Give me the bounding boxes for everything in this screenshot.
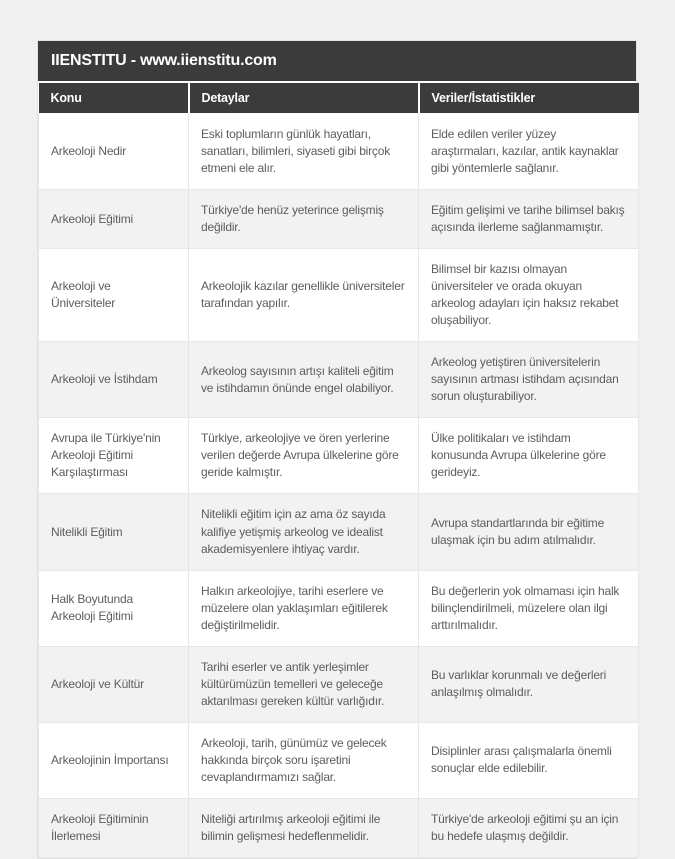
cell-veriler: Elde edilen veriler yüzey araştırmaları, kazılar, antik kaynaklar gibi yöntemlerle sağlanır. bbox=[419, 114, 639, 190]
cell-konu: Halk Boyutunda Arkeoloji Eğitimi bbox=[39, 570, 189, 646]
table-row bbox=[39, 342, 639, 418]
table-row bbox=[39, 418, 639, 494]
table-row bbox=[39, 190, 639, 249]
data-table bbox=[38, 83, 639, 858]
cell-detaylar: Arkeolog sayısının artışı kaliteli eğitim ve istihdamın önünde engel olabiliyor. bbox=[189, 342, 419, 418]
cell-detaylar: Arkeoloji, tarih, günümüz ve gelecek hakkında birçok soru işaretini cevaplandırmamızı sağlar. bbox=[189, 722, 419, 798]
cell-detaylar: Nitelikli eğitim için az ama öz sayıda kalifiye yetişmiş arkeolog ve idealist akademisyenlere ihtiyaç vardır. bbox=[189, 494, 419, 570]
cell-konu: Arkeoloji Nedir bbox=[39, 114, 189, 190]
cell-veriler: Türkiye'de arkeoloji eğitimi şu an için bu hedefe ulaşmış değildir. bbox=[419, 798, 639, 857]
cell-veriler: Arkeolog yetiştiren üniversitelerin sayısının artması istihdam açısından sorun oluşturabiliyor. bbox=[419, 342, 639, 418]
cell-detaylar: Türkiye, arkeolojiye ve ören yerlerine verilen değerde Avrupa ülkelerine göre geride kalmıştır. bbox=[189, 418, 419, 494]
cell-konu: Arkeoloji Eğitiminin İlerlemesi bbox=[39, 798, 189, 857]
cell-detaylar: Halkın arkeolojiye, tarihi eserlere ve müzelere olan yaklaşımları eğitilerek değiştirilmelidir. bbox=[189, 570, 419, 646]
table-row bbox=[39, 798, 639, 857]
column-header-detaylar: Detaylar bbox=[189, 83, 419, 114]
cell-konu: Arkeoloji ve İstihdam bbox=[39, 342, 189, 418]
cell-detaylar: Arkeolojik kazılar genellikle üniversiteler tarafından yapılır. bbox=[189, 249, 419, 342]
cell-detaylar: Eski toplumların günlük hayatları, sanatları, bilimleri, siyaseti gibi birçok etmeni ele alır. bbox=[189, 114, 419, 190]
page bbox=[0, 40, 675, 843]
cell-konu: Nitelikli Eğitim bbox=[39, 494, 189, 570]
cell-veriler: Ülke politikaları ve istihdam konusunda Avrupa ülkelerine göre gerideyiz. bbox=[419, 418, 639, 494]
table-header-row bbox=[39, 83, 639, 114]
column-header-konu: Konu bbox=[39, 83, 189, 114]
table-row bbox=[39, 646, 639, 722]
cell-veriler: Avrupa standartlarında bir eğitime ulaşmak için bu adım atılmalıdır. bbox=[419, 494, 639, 570]
table-row bbox=[39, 249, 639, 342]
cell-veriler: Bu varlıklar korunmalı ve değerleri anlaşılmış olmalıdır. bbox=[419, 646, 639, 722]
cell-konu: Arkeoloji Eğitimi bbox=[39, 190, 189, 249]
cell-veriler: Eğitim gelişimi ve tarihe bilimsel bakış açısında ilerleme sağlanmamıştır. bbox=[419, 190, 639, 249]
cell-detaylar: Tarihi eserler ve antik yerleşimler kültürümüzün temelleri ve geleceğe aktarılması gereken kültür varlığıdır. bbox=[189, 646, 419, 722]
cell-konu: Arkeoloji ve Üniversiteler bbox=[39, 249, 189, 342]
table-body bbox=[39, 114, 639, 858]
data-table-container bbox=[37, 40, 637, 859]
cell-detaylar: Niteliği artırılmış arkeoloji eğitimi ile bilimin gelişmesi hedeflenmelidir. bbox=[189, 798, 419, 857]
table-row bbox=[39, 570, 639, 646]
table-row bbox=[39, 494, 639, 570]
cell-veriler: Bu değerlerin yok olmaması için halk bilinçlendirilmeli, müzelere olan ilgi arttırılmalıdır. bbox=[419, 570, 639, 646]
cell-veriler: Disiplinler arası çalışmalarla önemli sonuçlar elde edilebilir. bbox=[419, 722, 639, 798]
column-header-veriler: Veriler/İstatistikler bbox=[419, 83, 639, 114]
cell-detaylar: Türkiye'de henüz yeterince gelişmiş değildir. bbox=[189, 190, 419, 249]
table-title: IIENSTITU - www.iienstitu.com bbox=[38, 41, 636, 83]
table-row bbox=[39, 722, 639, 798]
cell-konu: Arkeoloji ve Kültür bbox=[39, 646, 189, 722]
cell-konu: Arkeolojinin İmportansı bbox=[39, 722, 189, 798]
cell-veriler: Bilimsel bir kazısı olmayan üniversiteler ve orada okuyan arkeolog adayları için haksız rekabet oluşabiliyor. bbox=[419, 249, 639, 342]
cell-konu: Avrupa ile Türkiye'nin Arkeoloji Eğitimi Karşılaştırması bbox=[39, 418, 189, 494]
table-header bbox=[39, 83, 639, 114]
table-row bbox=[39, 114, 639, 190]
